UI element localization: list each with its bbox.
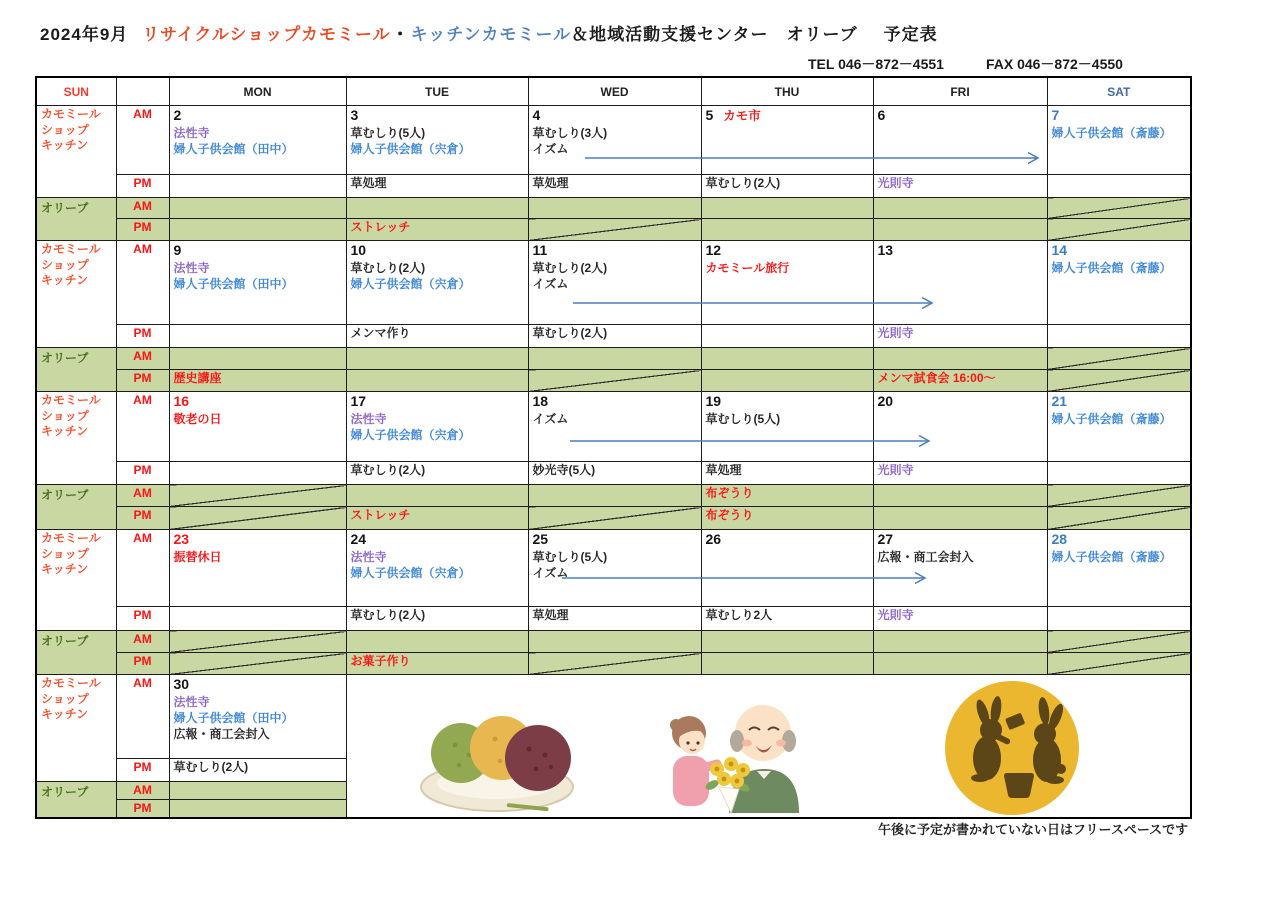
pm-event: 光則寺 — [877, 176, 914, 190]
ampm-label: PM — [116, 507, 169, 530]
pm-cell — [873, 462, 1047, 485]
olive-cell — [169, 782, 346, 800]
ampm-label: PM — [116, 759, 169, 782]
ampm-label: PM — [116, 219, 169, 241]
pm-event: 草むしり(2人) — [705, 176, 781, 190]
olive-cell — [346, 653, 528, 675]
pm-cell — [701, 325, 873, 348]
day-header-mon: MON — [169, 77, 346, 106]
day-cell — [701, 106, 873, 175]
schedule-table — [35, 76, 1192, 819]
group-label-line: キッチン — [41, 273, 89, 288]
olive-cell — [701, 631, 873, 653]
ampm-label: AM — [116, 485, 169, 507]
event-line: 婦人子供会館（田中） — [173, 276, 294, 291]
pm-event: 草むしり(2人) — [350, 608, 426, 622]
event-line: 草むしり(3人) — [532, 126, 608, 140]
pm-cell — [169, 325, 346, 348]
date-number: 10 — [350, 242, 367, 258]
event-line: 婦人子供会館（斎藤） — [1051, 126, 1172, 140]
date-number: 20 — [877, 393, 894, 409]
ampm-label: PM — [116, 800, 169, 818]
day-cell — [346, 530, 528, 607]
day-cell — [701, 530, 873, 607]
event-line: 婦人子供会館（宍倉） — [350, 565, 471, 580]
pm-cell — [873, 607, 1047, 631]
pm-cell — [528, 325, 701, 348]
olive-cell — [701, 219, 873, 241]
day-cell — [1047, 106, 1191, 175]
date-number: 23 — [173, 531, 190, 547]
olive-cell-closed — [1047, 631, 1191, 653]
event-line: 法性寺 — [173, 261, 210, 275]
event-line: 婦人子供会館（斎藤） — [1051, 261, 1172, 275]
pm-event: 光則寺 — [877, 463, 914, 477]
ampm-label: AM — [116, 631, 169, 653]
pm-cell — [169, 175, 346, 198]
pm-event: 草むしり(2人) — [532, 326, 608, 340]
date-number: 12 — [705, 242, 722, 258]
event-line: 草むしり(2人) — [350, 261, 426, 275]
olive-cell-closed — [1047, 653, 1191, 675]
date-number: 13 — [877, 242, 894, 258]
group-label-kamomile — [36, 106, 116, 198]
date-number: 2 — [173, 107, 182, 123]
date-number: 25 — [532, 531, 549, 547]
pm-event: 草むしり(2人) — [350, 463, 426, 477]
group-label-line: ショップ — [41, 546, 89, 561]
group-label-line: ショップ — [41, 122, 89, 137]
olive-cell-closed — [1047, 370, 1191, 392]
ampm-label: PM — [116, 462, 169, 485]
ampm-label: PM — [116, 607, 169, 631]
day-cell — [346, 392, 528, 462]
date-number: 17 — [350, 393, 367, 409]
olive-cell — [701, 198, 873, 219]
olive-cell — [873, 348, 1047, 370]
date-number: 24 — [350, 531, 367, 547]
event-line: 敬老の日 — [173, 412, 222, 426]
olive-cell — [873, 198, 1047, 219]
day-cell — [346, 241, 528, 325]
day-cell — [169, 392, 346, 462]
day-cell — [701, 392, 873, 462]
day-header-fri: FRI — [873, 77, 1047, 106]
olive-cell — [346, 198, 528, 219]
pm-cell — [346, 607, 528, 631]
group-label-olive: オリーブ — [36, 485, 116, 530]
olive-cell — [701, 507, 873, 530]
group-label-olive: オリーブ — [36, 631, 116, 675]
olive-event: ストレッチ — [350, 220, 411, 234]
event-line: 草むしり(5人) — [532, 550, 608, 564]
olive-cell — [873, 219, 1047, 241]
date-number: 11 — [532, 242, 548, 258]
pm-cell — [1047, 175, 1191, 198]
group-label-line: キッチン — [41, 707, 89, 722]
event-line: 法性寺 — [350, 550, 387, 564]
pm-cell — [528, 175, 701, 198]
event-line: 婦人子供会館（斎藤） — [1051, 412, 1172, 426]
pm-cell — [528, 462, 701, 485]
day-cell — [1047, 530, 1191, 607]
olive-cell-closed — [528, 507, 701, 530]
group-label-line: キッチン — [41, 562, 89, 577]
ampm-label: AM — [116, 530, 169, 607]
pm-cell — [1047, 607, 1191, 631]
event-line: イズム — [532, 565, 569, 580]
ampm-label: AM — [116, 241, 169, 325]
olive-cell — [528, 348, 701, 370]
group-label-olive: オリーブ — [36, 348, 116, 392]
olive-cell — [873, 631, 1047, 653]
day-cell — [528, 392, 701, 462]
day-header-tue: TUE — [346, 77, 528, 106]
ampm-label: PM — [116, 325, 169, 348]
olive-cell-closed — [528, 370, 701, 392]
event-line: 婦人子供会館（田中） — [173, 141, 294, 156]
event-line: カモミール旅行 — [705, 261, 790, 275]
title-center-name: ＆地域活動支援センター オリーブ — [571, 25, 858, 44]
olive-cell-closed — [169, 631, 346, 653]
title-shop-name: リサイクルショップカモミール — [142, 25, 391, 44]
pm-event: 草処理 — [532, 176, 569, 190]
group-label-line: キッチン — [41, 424, 89, 439]
olive-cell-closed — [169, 485, 346, 507]
group-label-line: カモミール — [41, 676, 101, 690]
page-title — [40, 20, 938, 45]
olive-cell — [346, 485, 528, 507]
ampm-label: AM — [116, 782, 169, 800]
group-label-line: ショップ — [41, 691, 89, 706]
pm-event: メンマ作り — [350, 326, 411, 340]
olive-cell — [346, 219, 528, 241]
day-header-sat: SAT — [1047, 77, 1191, 106]
pm-cell — [1047, 325, 1191, 348]
pm-cell — [346, 325, 528, 348]
event-line: イズム — [532, 276, 569, 291]
event-line: 法性寺 — [350, 412, 387, 426]
pm-cell — [528, 607, 701, 631]
day-cell — [873, 106, 1047, 175]
ampm-label: AM — [116, 392, 169, 462]
pm-event: 光則寺 — [877, 608, 914, 622]
olive-cell — [873, 370, 1047, 392]
olive-cell — [528, 631, 701, 653]
date-number: 4 — [532, 107, 541, 123]
date-number: 14 — [1051, 242, 1068, 258]
olive-event: 布ぞうり — [705, 486, 754, 500]
event-line: 婦人子供会館（宍倉） — [350, 141, 471, 156]
event-line: 広報・商工会封入 — [173, 726, 270, 741]
pm-cell — [701, 175, 873, 198]
fax-number: FAX 046－872－4550 — [985, 56, 1123, 72]
date-number: 18 — [532, 393, 549, 409]
group-label-line: カモミール — [41, 531, 101, 545]
date-number: 19 — [705, 393, 722, 409]
pm-event: 光則寺 — [877, 326, 914, 340]
olive-cell — [873, 653, 1047, 675]
pm-event: 草処理 — [350, 176, 387, 190]
date-number: 28 — [1051, 531, 1068, 547]
pm-event: 妙光寺(5人) — [532, 463, 596, 477]
event-line: 草むしり(2人) — [532, 261, 608, 275]
date-number: 30 — [173, 676, 190, 692]
pm-cell — [346, 462, 528, 485]
olive-cell — [346, 631, 528, 653]
date-number: 21 — [1051, 393, 1068, 409]
group-label-line: カモミール — [41, 242, 101, 256]
olive-event: 歴史講座 — [173, 371, 222, 385]
olive-cell-closed — [1047, 198, 1191, 219]
title-month: 2024年9月 — [40, 25, 129, 44]
title-kitchen-name: キッチンカモミール — [410, 25, 572, 44]
day-header-thu: THU — [701, 77, 873, 106]
pm-cell — [873, 175, 1047, 198]
olive-cell — [169, 370, 346, 392]
group-label-line: カモミール — [41, 107, 101, 121]
group-label-kamomile — [36, 530, 116, 631]
event-line: 草むしり(5人) — [705, 412, 781, 426]
olive-cell — [873, 507, 1047, 530]
day-cell — [169, 241, 346, 325]
olive-cell — [701, 653, 873, 675]
event-line: 草むしり(5人) — [350, 126, 426, 140]
olive-cell — [169, 348, 346, 370]
event-line: 婦人子供会館（宍倉） — [350, 427, 471, 442]
group-label-line: カモミール — [41, 393, 101, 407]
day-cell — [1047, 241, 1191, 325]
pm-event: 草処理 — [532, 608, 569, 622]
olive-event: お菓子作り — [350, 654, 411, 668]
olive-cell-closed — [528, 219, 701, 241]
olive-cell — [346, 507, 528, 530]
pm-cell — [346, 175, 528, 198]
date-number: 5 — [705, 107, 714, 123]
olive-cell-closed — [1047, 219, 1191, 241]
date-number: 9 — [173, 242, 182, 258]
pm-cell — [701, 607, 873, 631]
group-label-line: ショップ — [41, 408, 89, 423]
day-header-spacer — [116, 77, 169, 106]
pm-cell — [169, 607, 346, 631]
pm-cell — [873, 325, 1047, 348]
group-label-kamomile — [36, 675, 116, 782]
respect-for-aged-illustration — [655, 693, 825, 813]
date-number: 6 — [877, 107, 886, 123]
olive-cell — [528, 198, 701, 219]
olive-cell-closed — [169, 507, 346, 530]
ampm-label: AM — [116, 106, 169, 175]
olive-cell — [873, 485, 1047, 507]
day-header-wed: WED — [528, 77, 701, 106]
date-number: 3 — [350, 107, 359, 123]
moon-rabbits-illustration — [935, 679, 1090, 817]
day-cell — [873, 241, 1047, 325]
day-cell — [528, 241, 701, 325]
day-cell — [873, 392, 1047, 462]
ampm-label: AM — [116, 198, 169, 219]
day-cell — [528, 530, 701, 607]
olive-cell — [701, 348, 873, 370]
ampm-label: AM — [116, 675, 169, 759]
ampm-label: PM — [116, 175, 169, 198]
event-line: 婦人子供会館（田中） — [173, 710, 294, 725]
event-line: 婦人子供会館（宍倉） — [350, 276, 471, 291]
group-label-line: ショップ — [41, 257, 89, 272]
ampm-label: PM — [116, 653, 169, 675]
olive-cell-closed — [528, 653, 701, 675]
day-header-sun: SUN — [36, 77, 116, 106]
group-label-olive: オリーブ — [36, 198, 116, 241]
olive-event: 布ぞうり — [705, 508, 754, 522]
olive-cell-closed — [1047, 485, 1191, 507]
event-line: イズム — [532, 412, 569, 426]
title-suffix: 予定表 — [883, 25, 938, 44]
footer-note: 午後に予定が書かれていない日はフリースペースです — [878, 822, 1189, 837]
olive-cell — [701, 370, 873, 392]
ohagi-plate-illustration — [415, 691, 580, 816]
event-line: 振替休日 — [173, 550, 222, 564]
day-cell — [346, 106, 528, 175]
event-line: 法性寺 — [173, 126, 210, 140]
day-cell — [873, 530, 1047, 607]
tel-number: TEL 046－872－4551 — [808, 56, 944, 72]
event-line: 婦人子供会館（斎藤） — [1051, 550, 1172, 564]
date-note: カモ市 — [723, 109, 761, 123]
group-label-line: キッチン — [41, 138, 89, 153]
pm-event: 草むしり2人 — [705, 608, 773, 622]
olive-cell-closed — [169, 653, 346, 675]
day-cell — [169, 530, 346, 607]
group-label-kamomile — [36, 241, 116, 348]
date-number: 26 — [705, 531, 722, 547]
day-cell — [169, 106, 346, 175]
day-cell — [1047, 392, 1191, 462]
olive-cell — [346, 370, 528, 392]
date-number: 7 — [1051, 107, 1060, 123]
day-cell — [701, 241, 873, 325]
day-cell — [528, 106, 701, 175]
event-line: 広報・商工会封入 — [877, 550, 974, 564]
olive-cell — [169, 800, 346, 818]
ampm-label: PM — [116, 370, 169, 392]
olive-cell-closed — [1047, 348, 1191, 370]
group-label-kamomile — [36, 392, 116, 485]
olive-cell — [528, 485, 701, 507]
pm-cell — [169, 759, 346, 782]
illustration-area — [346, 675, 1191, 818]
pm-cell — [1047, 462, 1191, 485]
title-separator: ・ — [391, 25, 410, 44]
date-number: 16 — [173, 393, 190, 409]
contact-line — [808, 54, 1123, 74]
olive-cell — [701, 485, 873, 507]
ampm-label: AM — [116, 348, 169, 370]
event-line: 法性寺 — [173, 695, 210, 709]
pm-event: 草むしり(2人) — [173, 760, 249, 774]
pm-cell — [701, 462, 873, 485]
olive-cell-closed — [1047, 507, 1191, 530]
olive-event: ストレッチ — [350, 508, 411, 522]
olive-event: メンマ試食会 16:00～ — [877, 371, 996, 385]
pm-event: 草処理 — [705, 463, 742, 477]
group-label-olive: オリーブ — [36, 782, 116, 818]
olive-cell — [169, 198, 346, 219]
date-number: 27 — [877, 531, 894, 547]
olive-cell — [346, 348, 528, 370]
day-cell — [169, 675, 346, 759]
pm-cell — [169, 462, 346, 485]
olive-cell — [169, 219, 346, 241]
event-line: イズム — [532, 141, 569, 156]
